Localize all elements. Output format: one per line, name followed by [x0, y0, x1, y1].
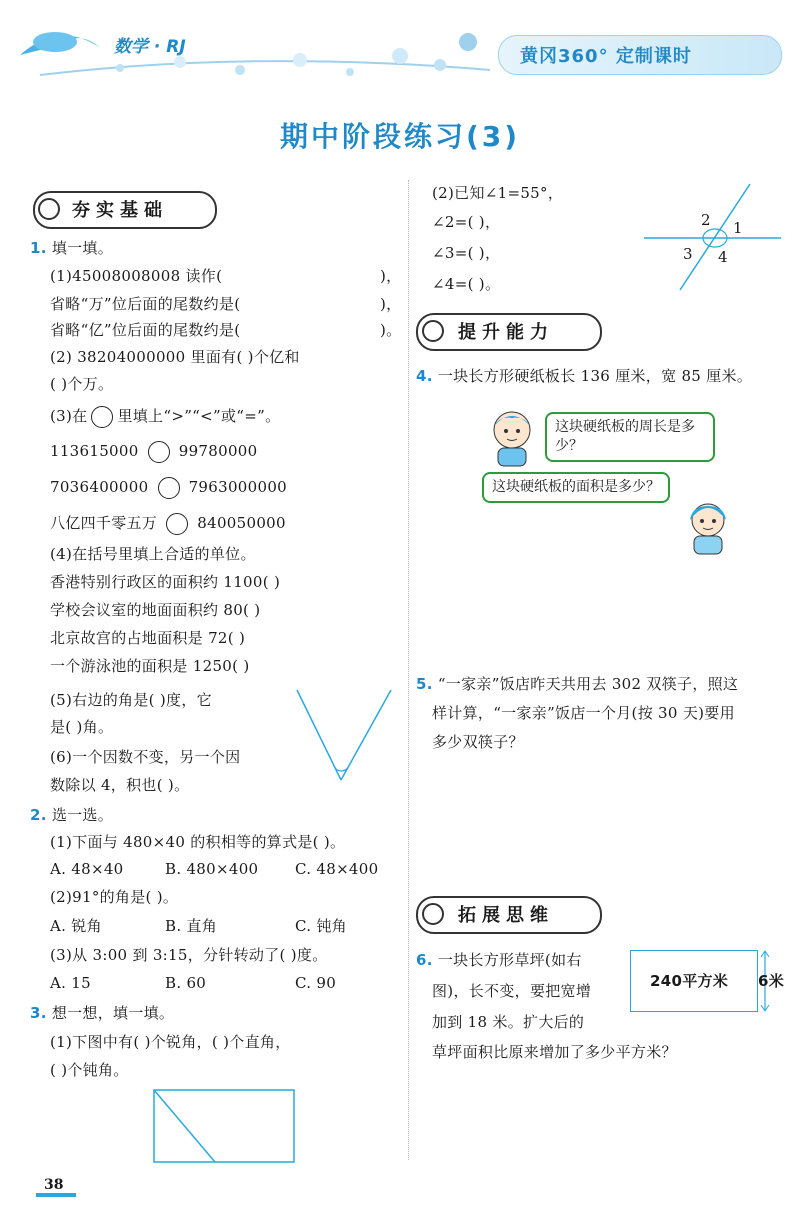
compare-circle[interactable] — [166, 513, 188, 535]
q1-line-12: (5)右边的角是( )度，它 — [50, 691, 212, 709]
angle-label-1: 1 — [733, 219, 743, 237]
q4-text — [416, 366, 752, 386]
section-title-basics: 夯实基础 — [72, 200, 168, 221]
q1-line-2: 省略“万”位后面的尾数约是( — [50, 295, 241, 313]
q1-line-11: 一个游泳池的面积是 1250( ) — [50, 657, 250, 675]
q6-number: 6. — [416, 951, 433, 969]
q1-line-7: (4)在括号里填上合适的单位。 — [50, 545, 256, 563]
q3-title: 想一想，填一填。 — [51, 1004, 175, 1022]
q1-line-2-end: )， — [380, 295, 402, 313]
speech-bubble-perimeter: 这块硬纸板的周长是多少？ — [545, 412, 715, 462]
q3-right-line-3: ∠3=( )， — [432, 244, 501, 262]
q1-line-4: (2) 38204000000 里面有( )个亿和 — [50, 348, 300, 366]
q1-line-15: 数除以 4，积也( )。 — [50, 776, 190, 794]
q5-line-1 — [416, 674, 738, 694]
q6-line-3: 加到 18 米。扩大后的 — [432, 1013, 585, 1031]
q1-line-1: (1)45008008008 读作( — [50, 267, 223, 285]
q2-option-2b[interactable]: B. 直角 — [165, 917, 218, 935]
q1-title: 填一填。 — [51, 239, 114, 257]
section-title-ability: 提升能力 — [458, 322, 554, 343]
q2-number: 2. — [30, 806, 47, 824]
angle-label-4: 4 — [718, 248, 728, 266]
compare-row-1 — [50, 441, 258, 463]
q1-line-14: (6)一个因数不变，另一个因 — [50, 748, 241, 766]
q2-line-3: (3)从 3:00 到 3:15，分针转动了( )度。 — [50, 946, 328, 964]
q1-line-3-end: )。 — [380, 321, 402, 339]
boy-illustration — [484, 406, 542, 468]
column-divider — [408, 180, 409, 1160]
compare-row-3 — [50, 513, 286, 535]
rectangle-diagonal-figure — [152, 1088, 298, 1166]
section-icon — [422, 903, 444, 925]
q6-line-2: 图)，长不变，要把宽增 — [432, 982, 592, 1000]
compare-left: 113615000 — [50, 442, 139, 460]
q6-line-1 — [416, 950, 582, 970]
q2-line-2: (2)91°的角是( )。 — [50, 888, 179, 906]
q2-option-1b[interactable]: B. 480×400 — [165, 860, 259, 878]
q3-line-2: ( )个钝角。 — [50, 1061, 129, 1079]
q2-option-3b[interactable]: B. 60 — [165, 974, 207, 992]
q1-line-10: 北京故宫的占地面积是 72( ) — [50, 629, 246, 647]
q1-line-6 — [50, 406, 280, 428]
footer-decoration — [36, 1193, 76, 1197]
q6-line-1-text: 一块长方形草坪(如右 — [437, 951, 582, 969]
q1-line-3: 省略“亿”位后面的尾数约是( — [50, 321, 241, 339]
compare-left: 八亿四千零五万 — [50, 514, 158, 532]
q1-line-6b: 里填上“>”“<”或“=”。 — [117, 407, 281, 425]
compare-circle[interactable] — [148, 441, 170, 463]
q1-line-1-end: )， — [380, 267, 402, 285]
page-title: 期中阶段练习(3) — [279, 120, 521, 153]
speech-bubble-area: 这块硬纸板的面积是多少？ — [482, 472, 670, 503]
q5-number: 5. — [416, 675, 433, 693]
q4-body: 一块长方形硬纸板长 136 厘米，宽 85 厘米。 — [437, 367, 753, 385]
q3-right-line-1: (2)已知∠1=55°， — [432, 184, 564, 202]
girl-illustration — [676, 498, 740, 556]
page-number: 38 — [44, 1177, 64, 1193]
header-brand: 黄冈360° 定制课时 — [520, 46, 692, 67]
q2-title: 选一选。 — [51, 806, 114, 824]
compare-right: 7963000000 — [188, 478, 288, 496]
lawn-width-label: 6米 — [758, 972, 785, 990]
compare-circle[interactable] — [158, 477, 180, 499]
angle-label-2: 2 — [701, 211, 711, 229]
q2-option-3a[interactable]: A. 15 — [50, 974, 91, 992]
q5-line-3: 多少双筷子？ — [432, 733, 524, 751]
q5-line-2: 样计算，“一家亲”饭店一个月(按 30 天)要用 — [432, 704, 735, 722]
q3-number: 3. — [30, 1004, 47, 1022]
q3-right-line-2: ∠2=( )， — [432, 213, 501, 231]
q1-line-6a: (3)在 — [50, 407, 88, 425]
lawn-area-label: 240平方米 — [650, 972, 729, 990]
angle-figure — [295, 688, 395, 788]
q3-heading — [30, 1003, 174, 1023]
q6-line-4: 草坪面积比原来增加了多少平方米？ — [432, 1043, 677, 1061]
q4-number: 4. — [416, 367, 433, 385]
compare-left: 7036400000 — [50, 478, 149, 496]
compare-row-2 — [50, 477, 287, 499]
q2-option-1c[interactable]: C. 48×400 — [295, 860, 379, 878]
compare-right: 99780000 — [178, 442, 258, 460]
header-subject: 数学 · RJ — [114, 37, 186, 57]
q1-line-9: 学校会议室的地面面积约 80( ) — [50, 601, 261, 619]
intersecting-lines-figure — [640, 180, 785, 295]
q1-line-13: 是( )角。 — [50, 718, 114, 736]
q2-option-2a[interactable]: A. 锐角 — [50, 917, 102, 935]
angle-label-3: 3 — [683, 245, 693, 263]
section-title-extension: 拓展思维 — [458, 905, 554, 926]
section-icon — [422, 320, 444, 342]
q2-heading — [30, 805, 113, 825]
q3-right-line-4: ∠4=( )。 — [432, 275, 501, 293]
q1-line-8: 香港特别行政区的面积约 1100( ) — [50, 573, 281, 591]
q2-option-1a[interactable]: A. 48×40 — [50, 860, 124, 878]
q1-number: 1. — [30, 239, 47, 257]
q3-line-1: (1)下图中有( )个锐角，( )个直角， — [50, 1033, 291, 1051]
q2-line-1: (1)下面与 480×40 的积相等的算式是( )。 — [50, 833, 346, 851]
compare-right: 840050000 — [197, 514, 286, 532]
q2-option-2c[interactable]: C. 钝角 — [295, 917, 347, 935]
q2-option-3c[interactable]: C. 90 — [295, 974, 337, 992]
q5-line-1-text: “一家亲”饭店昨天共用去 302 双筷子，照这 — [437, 675, 739, 693]
q1-heading — [30, 238, 113, 258]
compare-circle — [91, 406, 113, 428]
q1-line-5: ( )个万。 — [50, 375, 114, 393]
section-icon — [38, 198, 60, 220]
